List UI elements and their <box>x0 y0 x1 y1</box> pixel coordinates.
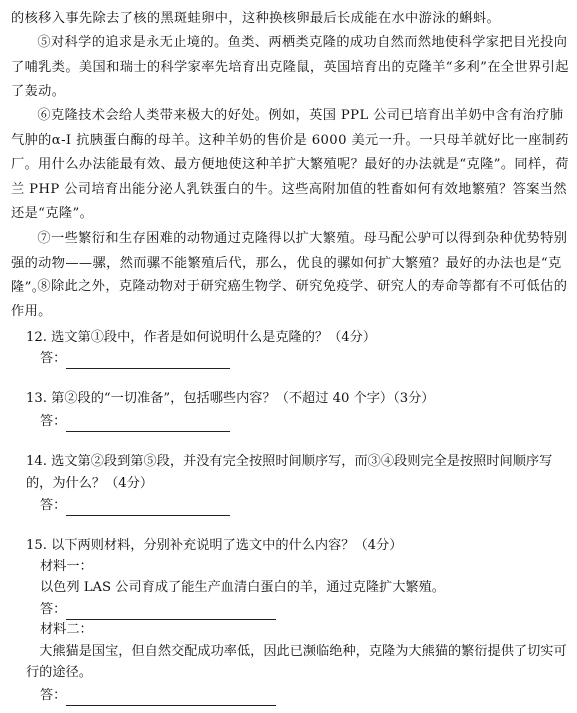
passage-paragraph-6: ⑥克隆技术会给人类带来极大的好处。例如，英国 PPL 公司已培育出羊奶中含有治疗肺气肿的α-I 抗胰蛋白酶的母羊。这种羊奶的售价是 6000 美元一升。一只母羊就好比一座制药厂。用什么办法能最有效、最方便地使这种羊扩大繁殖呢？最好的办法就是“克隆”。同样，荷兰 PHP 公司培育出能分泌人乳铁蛋白的牛。这些高附加值的牲畜如何有效地繁殖？答案当然还是“克隆”。 <box>11 108 569 221</box>
question-14: 14. 选文第②段到第⑤段，并没有完全按照时间顺序写，而③④段则完全是按照时间顺序写的，为什么？（4分） <box>26 454 553 491</box>
answer-label: 答： <box>40 688 67 703</box>
answer-12-blank[interactable] <box>66 354 230 369</box>
answer-14-blank[interactable] <box>66 501 230 516</box>
answer-15b-row <box>40 686 276 706</box>
material-1-text: 以色列 LAS 公司育成了能生产血清白蛋白的羊，通过克隆扩大繁殖。 <box>40 580 445 595</box>
answer-15b-blank[interactable] <box>66 691 276 706</box>
question-15: 15. 以下两则材料，分别补充说明了选文中的什么内容？（4分） <box>26 538 403 553</box>
answer-label: 答： <box>40 414 67 429</box>
passage-paragraph-7: ⑦一些繁衍和生存困难的动物通过克隆得以扩大繁殖。母马配公驴可以得到杂种优势特别强的动物——骡，然而骡不能繁殖后代，那么，优良的骡如何扩大繁殖？最好的办法也是“克隆”。 <box>11 231 568 295</box>
passage-paragraph-8: ⑧除此之外，克隆动物对于研究癌生物学、研究免疫学、研究人的寿命等都有不可低估的作用。 <box>11 279 568 319</box>
passage-paragraph-5: ⑤对科学的追求是永无止境的。鱼类、两栖类克隆的成功自然而然地使科学家把目光投向了哺乳类。美国和瑞士的科学家率先培育出克隆鼠，英国培育出的克隆羊“多利”在全世界引起了轰动。 <box>11 35 569 99</box>
answer-label: 答： <box>40 498 67 513</box>
material-2-label: 材料二： <box>40 622 93 637</box>
material-1-label: 材料一： <box>40 559 93 574</box>
answer-14-row <box>40 496 230 516</box>
material-2-text: 大熊猫是国宝，但自然交配成功率低，因此已濒临绝种，克隆为大熊猫的繁衍提供了切实可行的途径。 <box>26 644 567 680</box>
question-13: 13. 第②段的“一切准备”，包括哪些内容？（不超过 40 个字）（3分） <box>26 391 435 406</box>
question-12: 12. 选文第①段中，作者是如何说明什么是克隆的？（4分） <box>26 330 377 345</box>
answer-label: 答： <box>40 602 67 617</box>
answer-15a-blank[interactable] <box>66 605 276 620</box>
answer-label: 答： <box>40 351 67 366</box>
answer-13-blank[interactable] <box>66 417 230 432</box>
passage-paragraph-4-end: 的核移入事先除去了核的黑斑蛙卵中，这种换核卵最后长成能在水中游泳的蝌蚪。 <box>11 11 501 26</box>
answer-13-row <box>40 412 230 432</box>
answer-15a-row <box>40 600 276 620</box>
answer-12-row <box>40 349 230 369</box>
